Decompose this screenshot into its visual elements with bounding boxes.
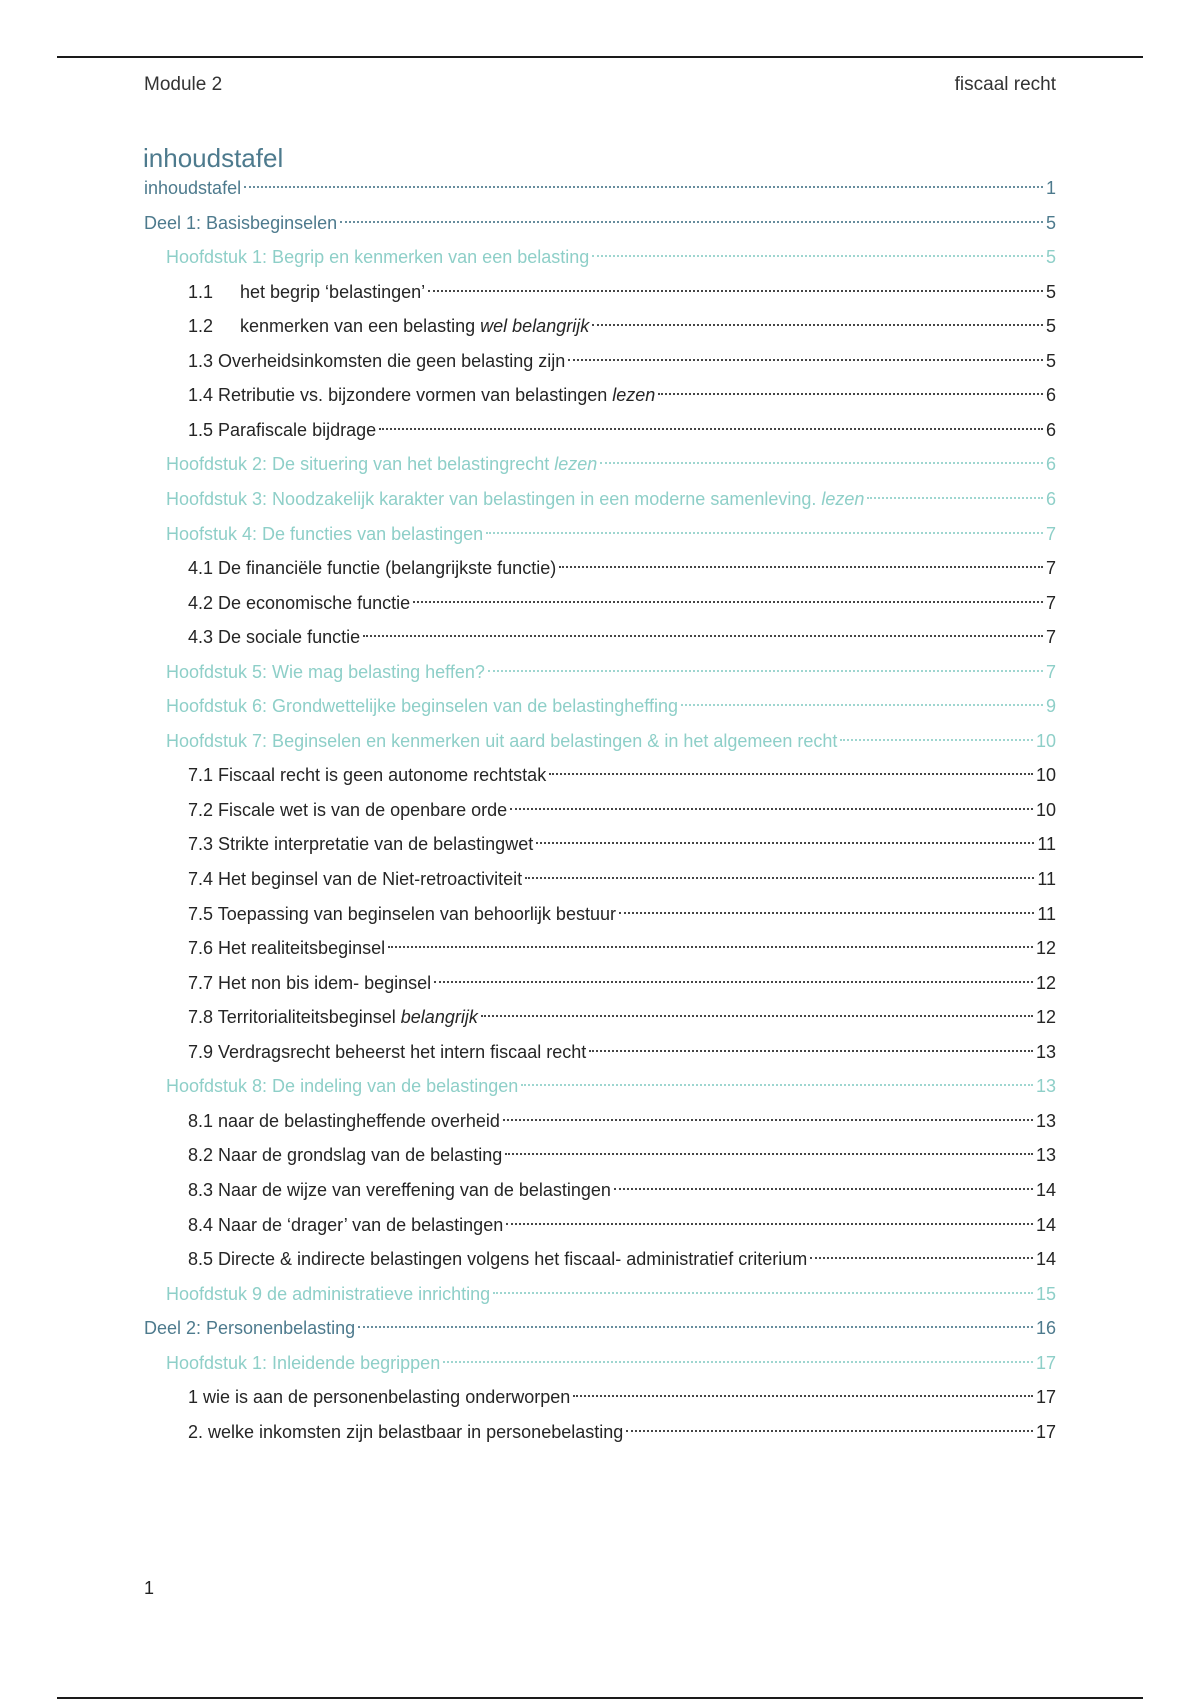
toc-entry[interactable]	[166, 727, 1056, 755]
toc-dot-leader	[592, 324, 1043, 326]
toc-entry-page: 7	[1045, 558, 1056, 579]
toc-entry-title: 7.9 Verdragsrecht beheerst het intern fiscaal recht	[188, 1041, 587, 1062]
toc-entry-page: 10	[1035, 799, 1056, 820]
toc-entry-title: 4.2 De economische functie	[188, 592, 411, 613]
toc-entry[interactable]	[188, 1141, 1056, 1169]
toc-dot-leader	[589, 1050, 1033, 1052]
toc-entry-title: 7.7 Het non bis idem- beginsel	[188, 972, 432, 993]
toc-dot-leader	[559, 566, 1043, 568]
toc-entry[interactable]	[166, 450, 1056, 478]
toc-entry[interactable]	[188, 554, 1056, 582]
toc-entry-title: Deel 1: Basisbeginselen	[144, 212, 338, 233]
toc-dot-leader	[486, 532, 1043, 534]
toc-entry-title: 1.4 Retributie vs. bijzondere vormen van belastingen	[188, 385, 613, 406]
toc-dot-leader	[614, 1188, 1033, 1190]
toc-entry-title: Hoofstuk 4: De functies van belastingen	[166, 523, 484, 544]
toc-entry-note: belangrijk	[400, 1007, 478, 1028]
toc-entry-page: 11	[1037, 834, 1056, 855]
toc-entry-title: 8.4 Naar de ‘drager’ van de belastingen	[188, 1214, 504, 1235]
toc-entry[interactable]	[188, 278, 1056, 306]
toc-dot-leader	[443, 1361, 1033, 1363]
toc-dot-leader	[549, 773, 1033, 775]
toc-entry[interactable]	[144, 1314, 1056, 1342]
toc-entry-title: 7.3 Strikte interpretatie van de belastingwet	[188, 834, 534, 855]
toc-entry-title: Hoofdstuk 6: Grondwettelijke beginselen van de belastingheffing	[166, 696, 679, 717]
toc-entry-page: 11	[1037, 903, 1056, 924]
toc-entry-title: 1 wie is aan de personenbelasting onderworpen	[188, 1387, 571, 1408]
toc-entry-page: 13	[1035, 1076, 1056, 1097]
toc-entry[interactable]	[188, 761, 1056, 789]
toc-entry[interactable]	[166, 1280, 1056, 1308]
toc-entry-page: 1	[1045, 178, 1056, 198]
toc-entry-page: 10	[1035, 730, 1056, 751]
toc-entry-title: 8.1 naar de belastingheffende overheid	[188, 1110, 500, 1131]
toc-entry-page: 7	[1045, 627, 1056, 648]
toc-dot-leader	[413, 601, 1043, 603]
toc-entry-title: 7.4 Het beginsel van de Niet-retroactiviteit	[188, 869, 523, 889]
toc-entry-page: 14	[1035, 1179, 1056, 1200]
toc-entry-title: 8.3 Naar de wijze van vereffening van de belastingen	[188, 1179, 611, 1200]
toc-entry-page: 12	[1035, 972, 1056, 993]
toc-entry-title: Hoofdstuk 7: Beginselen en kenmerken uit aard belastingen & in het algemeen recht	[166, 730, 838, 751]
toc-entry-page: 6	[1045, 488, 1056, 509]
toc-dot-leader	[810, 1257, 1033, 1259]
toc-entry-title: inhoudstafel	[144, 178, 242, 198]
toc-entry-title: 8.5 Directe & indirecte belastingen volgens het fiscaal- administratief criterium	[188, 1249, 808, 1270]
toc-entry-page: 5	[1045, 350, 1056, 371]
toc-dot-leader	[358, 1326, 1033, 1328]
toc-entry[interactable]	[188, 934, 1056, 962]
toc-entry-page: 6	[1045, 419, 1056, 440]
toc-entry-note: wel belangrijk	[480, 316, 590, 337]
toc-entry[interactable]	[188, 1383, 1056, 1411]
toc-entry-page: 6	[1045, 454, 1056, 475]
toc-entry-page: 9	[1045, 696, 1056, 717]
toc-entry-title: 7.1 Fiscaal recht is geen autonome rechtstak	[188, 765, 547, 786]
toc-entry[interactable]	[166, 1072, 1056, 1100]
toc-entry[interactable]	[144, 174, 1056, 202]
toc-entry-note: lezen	[821, 488, 865, 509]
toc-dot-leader	[525, 877, 1034, 879]
toc-entry-page: 12	[1035, 938, 1056, 959]
toc-entry[interactable]	[166, 520, 1056, 548]
toc-entry-page: 16	[1035, 1318, 1056, 1339]
toc-entry-title: Hoofdstuk 3: Noodzakelijk karakter van belastingen in een moderne samenleving.	[166, 488, 822, 509]
toc-entry-title: 1.5 Parafiscale bijdrage	[188, 419, 377, 440]
toc-entry-page: 15	[1035, 1283, 1056, 1304]
toc-entry-page: 5	[1045, 212, 1056, 233]
toc-dot-leader	[428, 290, 1043, 292]
toc-entry[interactable]	[188, 312, 1056, 340]
toc-entry-title: 7.8 Territorialiteitsbeginsel	[188, 1007, 401, 1028]
toc-entry[interactable]	[188, 1003, 1056, 1031]
toc-entry-title: 2. welke inkomsten zijn belastbaar in personebelasting	[188, 1421, 624, 1442]
toc-dot-leader	[434, 981, 1033, 983]
toc-entry-page: 7	[1045, 523, 1056, 544]
toc-entry[interactable]	[188, 1245, 1056, 1273]
toc-entry-number: 1.1	[188, 281, 214, 302]
toc-dot-leader	[363, 635, 1043, 637]
toc-entry-page: 14	[1035, 1249, 1056, 1270]
toc-entry-page: 14	[1035, 1214, 1056, 1235]
toc-dot-leader	[493, 1292, 1033, 1294]
footer-rule	[57, 1697, 1143, 1699]
toc-entry[interactable]	[188, 830, 1056, 858]
toc-entry-page: 6	[1045, 385, 1056, 406]
header-module: Module 2	[144, 74, 223, 95]
toc-entry[interactable]	[188, 900, 1056, 928]
toc-entry-title: 7.5 Toepassing van beginselen van behoorlijk bestuur	[188, 903, 616, 924]
toc-dot-leader	[244, 186, 1043, 188]
toc-entry-page: 17	[1035, 1421, 1056, 1442]
toc-dot-leader	[521, 1084, 1033, 1086]
toc-dot-leader	[867, 497, 1043, 499]
toc-entry[interactable]	[188, 969, 1056, 997]
toc-dot-leader	[488, 670, 1043, 672]
toc-entry[interactable]	[188, 1038, 1056, 1066]
toc-entry-page: 11	[1037, 869, 1056, 889]
toc-dot-leader	[536, 842, 1034, 844]
toc-heading: inhoudstafel	[143, 143, 284, 173]
toc-entry-page: 5	[1045, 247, 1056, 268]
toc-dot-leader	[592, 255, 1043, 257]
toc-entry-page: 10	[1035, 765, 1056, 786]
toc-entry-title: het begrip ‘belastingen’	[240, 281, 426, 302]
toc-dot-leader	[379, 428, 1043, 430]
toc-entry[interactable]	[166, 243, 1056, 271]
toc-dot-leader	[388, 946, 1033, 948]
toc-entry[interactable]	[188, 1418, 1056, 1446]
toc-entry-page: 12	[1035, 1007, 1056, 1028]
toc-entry-title: Hoofdstuk 9 de administratieve inrichting	[166, 1283, 491, 1304]
toc-entry-title: Hoofdstuk 1: Inleidende begrippen	[166, 1352, 441, 1373]
toc-dot-leader	[573, 1395, 1033, 1397]
toc-entry-title: 8.2 Naar de grondslag van de belasting	[188, 1145, 503, 1166]
toc-entry[interactable]	[188, 796, 1056, 824]
toc-entry-title: Hoofdstuk 1: Begrip en kenmerken van een belasting	[166, 247, 590, 268]
header-rule	[57, 56, 1143, 58]
toc-entry[interactable]	[188, 865, 1056, 893]
toc-dot-leader	[626, 1430, 1033, 1432]
toc-entry[interactable]	[144, 209, 1056, 237]
header-subject: fiscaal recht	[954, 74, 1056, 95]
toc-entry-title: 7.6 Het realiteitsbeginsel	[188, 938, 386, 959]
toc-entry-page: 7	[1045, 592, 1056, 613]
toc-entry[interactable]	[188, 1211, 1056, 1239]
toc-dot-leader	[503, 1119, 1033, 1121]
toc-entry-title: 4.3 De sociale functie	[188, 627, 361, 648]
toc-entry[interactable]	[188, 381, 1056, 409]
toc-dot-leader	[510, 808, 1033, 810]
toc-entry-page: 7	[1045, 661, 1056, 682]
toc-entry[interactable]	[166, 658, 1056, 686]
toc-entry[interactable]	[188, 589, 1056, 617]
toc-dot-leader	[506, 1223, 1033, 1225]
toc-entry[interactable]	[188, 1107, 1056, 1135]
toc-dot-leader	[568, 359, 1043, 361]
toc-entry-page: 13	[1035, 1110, 1056, 1131]
toc-entry-title: Hoofdstuk 8: De indeling van de belastingen	[166, 1076, 519, 1097]
toc-entry[interactable]	[188, 1176, 1056, 1204]
toc-entry-title: kenmerken van een belasting	[240, 316, 481, 337]
toc-entry-page: 13	[1035, 1041, 1056, 1062]
toc-entry-page: 5	[1045, 281, 1056, 302]
toc-entry[interactable]	[188, 416, 1056, 444]
toc-dot-leader	[658, 393, 1043, 395]
toc-entry-title: Hoofdstuk 2: De situering van het belastingrecht	[166, 454, 555, 475]
toc-dot-leader	[340, 221, 1043, 223]
toc-entry-page: 13	[1035, 1145, 1056, 1166]
page-number: 1	[144, 1578, 155, 1598]
toc-entry[interactable]	[188, 347, 1056, 375]
toc-entry-page: 5	[1045, 316, 1056, 337]
toc-entry[interactable]	[166, 692, 1056, 720]
toc-entry-page: 17	[1035, 1352, 1056, 1373]
toc-entry[interactable]	[166, 1349, 1056, 1377]
toc-entry[interactable]	[188, 623, 1056, 651]
toc-entry-page: 17	[1035, 1387, 1056, 1408]
toc-dot-leader	[481, 1015, 1033, 1017]
toc-entry-title: Deel 2: Personenbelasting	[144, 1318, 356, 1339]
toc-dot-leader	[600, 462, 1043, 464]
toc-entry-title: 1.3 Overheidsinkomsten die geen belasting zijn	[188, 350, 566, 371]
toc-entry-title: 7.2 Fiscale wet is van de openbare orde	[188, 799, 508, 820]
toc-dot-leader	[505, 1153, 1033, 1155]
toc-entry-number: 1.2	[188, 316, 214, 337]
toc-entry-title: 4.1 De financiële functie (belangrijkste functie)	[188, 558, 557, 579]
toc-dot-leader	[840, 739, 1033, 741]
toc-entry[interactable]	[166, 485, 1056, 513]
toc-entry-note: lezen	[612, 385, 656, 406]
toc-dot-leader	[681, 704, 1043, 706]
toc-dot-leader	[619, 912, 1034, 914]
toc-entry-note: lezen	[554, 454, 598, 475]
toc-entry-title: Hoofdstuk 5: Wie mag belasting heffen?	[166, 661, 485, 682]
